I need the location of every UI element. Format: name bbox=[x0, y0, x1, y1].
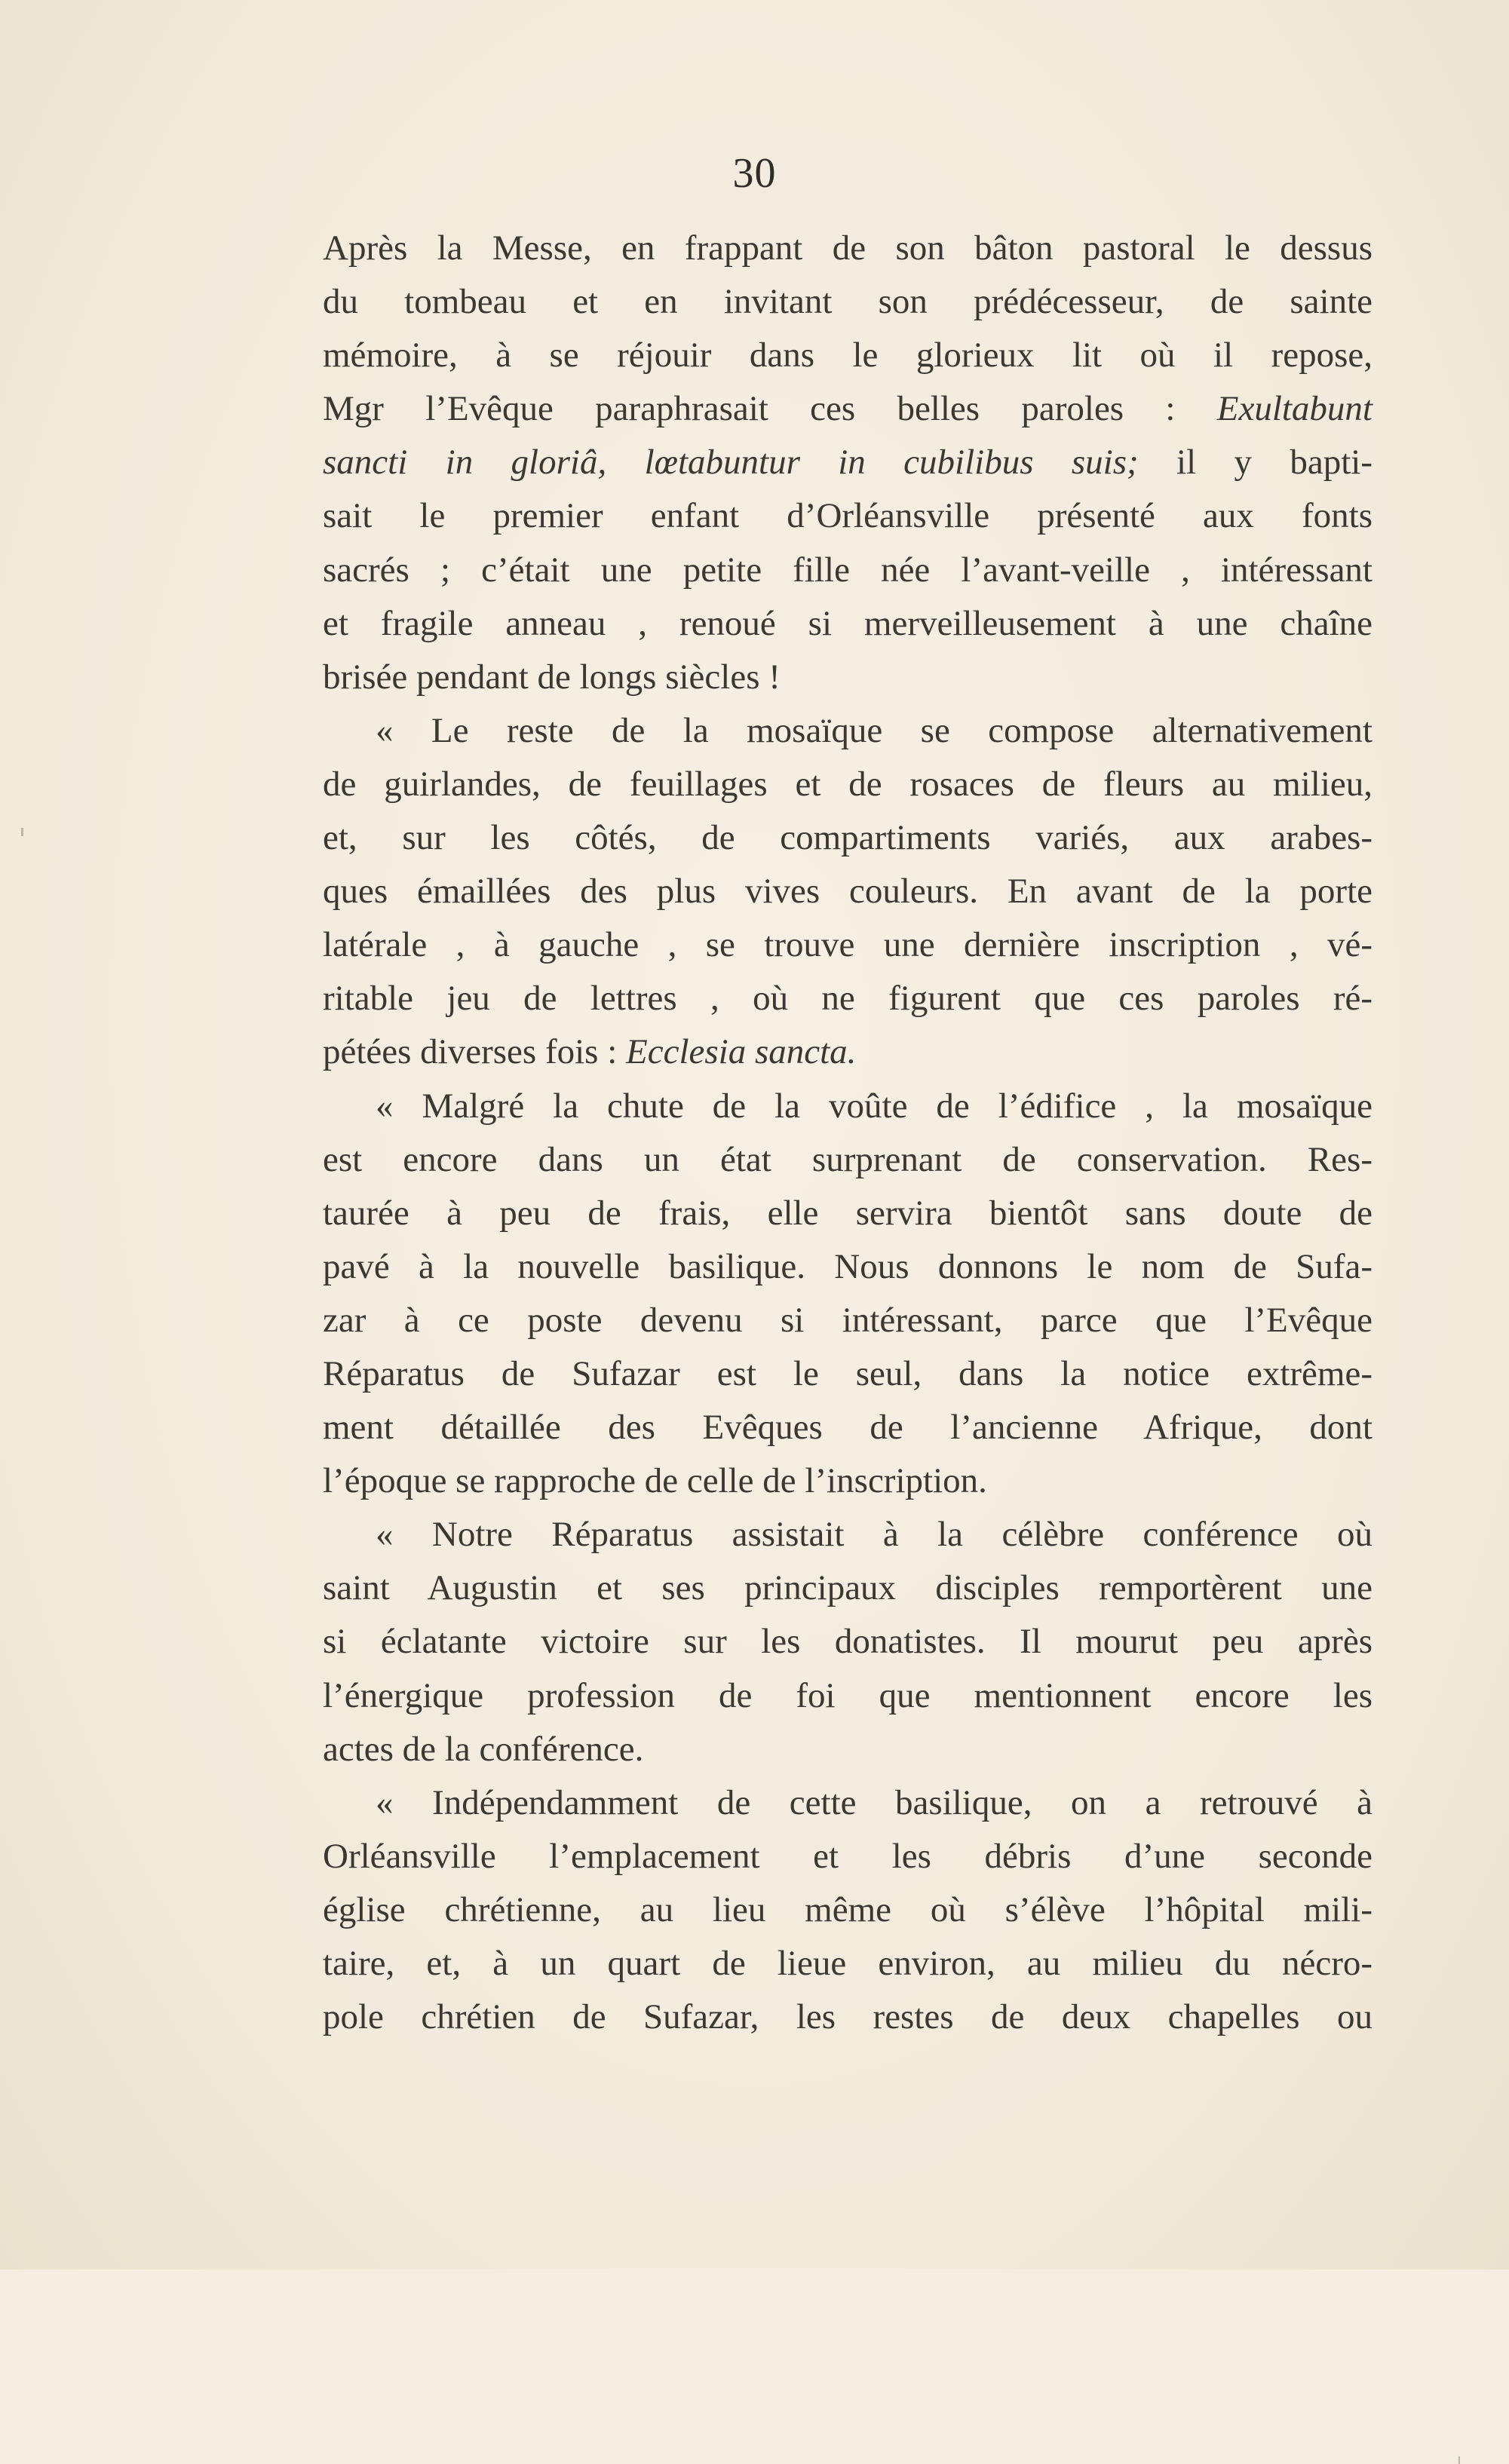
text-line bbox=[323, 382, 1373, 436]
line-text: sacrés ; c’était une petite fille née l’avant-veille , intéressant bbox=[323, 550, 1373, 590]
text-line bbox=[323, 1240, 1373, 1294]
line-text: de guirlandes, de feuillages et de rosaces de fleurs au milieu, bbox=[323, 764, 1373, 804]
line-text: « Indépendamment de cette basilique, on a retrouvé à bbox=[376, 1782, 1373, 1822]
line-text: « Le reste de la mosaïque se compose alternativement bbox=[376, 710, 1373, 750]
line-text: l’époque se rapproche de celle de l’inscription. bbox=[323, 1461, 987, 1501]
text-line bbox=[323, 1187, 1373, 1240]
text-line bbox=[323, 1454, 1373, 1508]
text-line bbox=[323, 1776, 1373, 1830]
text-line bbox=[323, 1347, 1373, 1401]
text-line bbox=[323, 1669, 1373, 1723]
page-number: 30 bbox=[732, 150, 777, 197]
italic-text: Ecclesia sancta. bbox=[626, 1032, 857, 1072]
text-line bbox=[323, 489, 1373, 543]
text-line bbox=[323, 1883, 1373, 1937]
text-line bbox=[323, 1561, 1373, 1615]
text-line bbox=[323, 1133, 1373, 1187]
line-text: latérale , à gauche , se trouve une dernière inscription , vé- bbox=[323, 925, 1373, 965]
italic-text: sancti in gloriâ, lœtabuntur in cubilibus suis; bbox=[323, 443, 1139, 483]
line-text: et fragile anneau , renoué si merveilleusement à une chaîne bbox=[323, 603, 1373, 643]
text-line bbox=[323, 1723, 1373, 1776]
line-text: Réparatus de Sufazar est le seul, dans la notice extrême- bbox=[323, 1353, 1373, 1393]
line-text: saint Augustin et ses principaux disciples remportèrent une bbox=[323, 1568, 1373, 1608]
line-text: du tombeau et en invitant son prédécesseur, de sainte bbox=[323, 282, 1373, 322]
line-text: taire, et, à un quart de lieue environ, au milieu du nécro- bbox=[323, 1944, 1373, 1983]
line-text: Mgr l’Evêque paraphrasait ces belles paroles : bbox=[323, 389, 1217, 429]
line-text: Orléansville l’emplacement et les débris d’une seconde bbox=[323, 1836, 1373, 1876]
italic-text: Exultabunt bbox=[1216, 389, 1373, 429]
line-text: taurée à peu de frais, elle servira bientôt sans doute de bbox=[323, 1193, 1373, 1233]
text-line bbox=[323, 436, 1373, 489]
text-line bbox=[323, 972, 1373, 1025]
line-text: ques émaillées des plus vives couleurs. En avant de la porte bbox=[323, 872, 1373, 912]
text-line bbox=[323, 1937, 1373, 1991]
line-text: pole chrétien de Sufazar, les restes de deux chapelles ou bbox=[323, 1997, 1373, 2037]
text-line bbox=[323, 1401, 1373, 1454]
line-text: et, sur les côtés, de compartiments variés, aux arabes- bbox=[323, 818, 1373, 858]
line-text: zar à ce poste devenu si intéressant, parce que l’Evêque bbox=[323, 1300, 1373, 1340]
body-text bbox=[323, 222, 1373, 2044]
text-line bbox=[323, 544, 1373, 597]
margin-speck bbox=[1458, 2456, 1460, 2464]
text-line bbox=[323, 222, 1373, 275]
line-text: « Malgré la chute de la voûte de l’édifice , la mosaïque bbox=[376, 1086, 1373, 1126]
line-text: ment détaillée des Evêques de l’ancienne Afrique, dont bbox=[323, 1408, 1373, 1448]
text-line bbox=[323, 1830, 1373, 1883]
text-line bbox=[323, 758, 1373, 811]
line-text: Après la Messe, en frappant de son bâton pastoral le dessus bbox=[323, 228, 1373, 268]
line-text: église chrétienne, au lieu même où s’élève l’hôpital mili- bbox=[323, 1889, 1373, 1929]
line-text: si éclatante victoire sur les donatistes. Il mourut peu après bbox=[323, 1622, 1373, 1662]
text-line bbox=[323, 1508, 1373, 1561]
line-text: est encore dans un état surprenant de conservation. Res- bbox=[323, 1139, 1373, 1179]
text-line bbox=[323, 597, 1373, 651]
line-text: actes de la conférence. bbox=[323, 1729, 644, 1769]
line-text: pétées diverses fois : bbox=[323, 1032, 627, 1072]
text-line bbox=[323, 1025, 1373, 1079]
line-text: il y bapti- bbox=[1138, 443, 1373, 483]
line-text: pavé à la nouvelle basilique. Nous donnons le nom de Sufa- bbox=[323, 1246, 1373, 1286]
text-line bbox=[323, 1294, 1373, 1347]
line-text: brisée pendant de longs siècles ! bbox=[323, 657, 781, 697]
line-text: sait le premier enfant d’Orléansville présenté aux fonts bbox=[323, 496, 1373, 536]
line-text: « Notre Réparatus assistait à la célèbre conférence où bbox=[376, 1515, 1373, 1555]
text-line bbox=[323, 865, 1373, 918]
text-line bbox=[323, 1080, 1373, 1133]
text-line bbox=[323, 1991, 1373, 2044]
text-line bbox=[323, 329, 1373, 382]
text-line bbox=[323, 811, 1373, 865]
text-line bbox=[323, 704, 1373, 758]
line-text: mémoire, à se réjouir dans le glorieux lit où il repose, bbox=[323, 336, 1373, 375]
line-text: l’énergique profession de foi que mentionnent encore les bbox=[323, 1675, 1373, 1715]
text-line bbox=[323, 651, 1373, 704]
line-text: ritable jeu de lettres , où ne figurent que ces paroles ré- bbox=[323, 979, 1373, 1019]
margin-speck bbox=[21, 828, 23, 836]
text-line bbox=[323, 918, 1373, 972]
text-line bbox=[323, 1615, 1373, 1669]
text-line bbox=[323, 275, 1373, 329]
